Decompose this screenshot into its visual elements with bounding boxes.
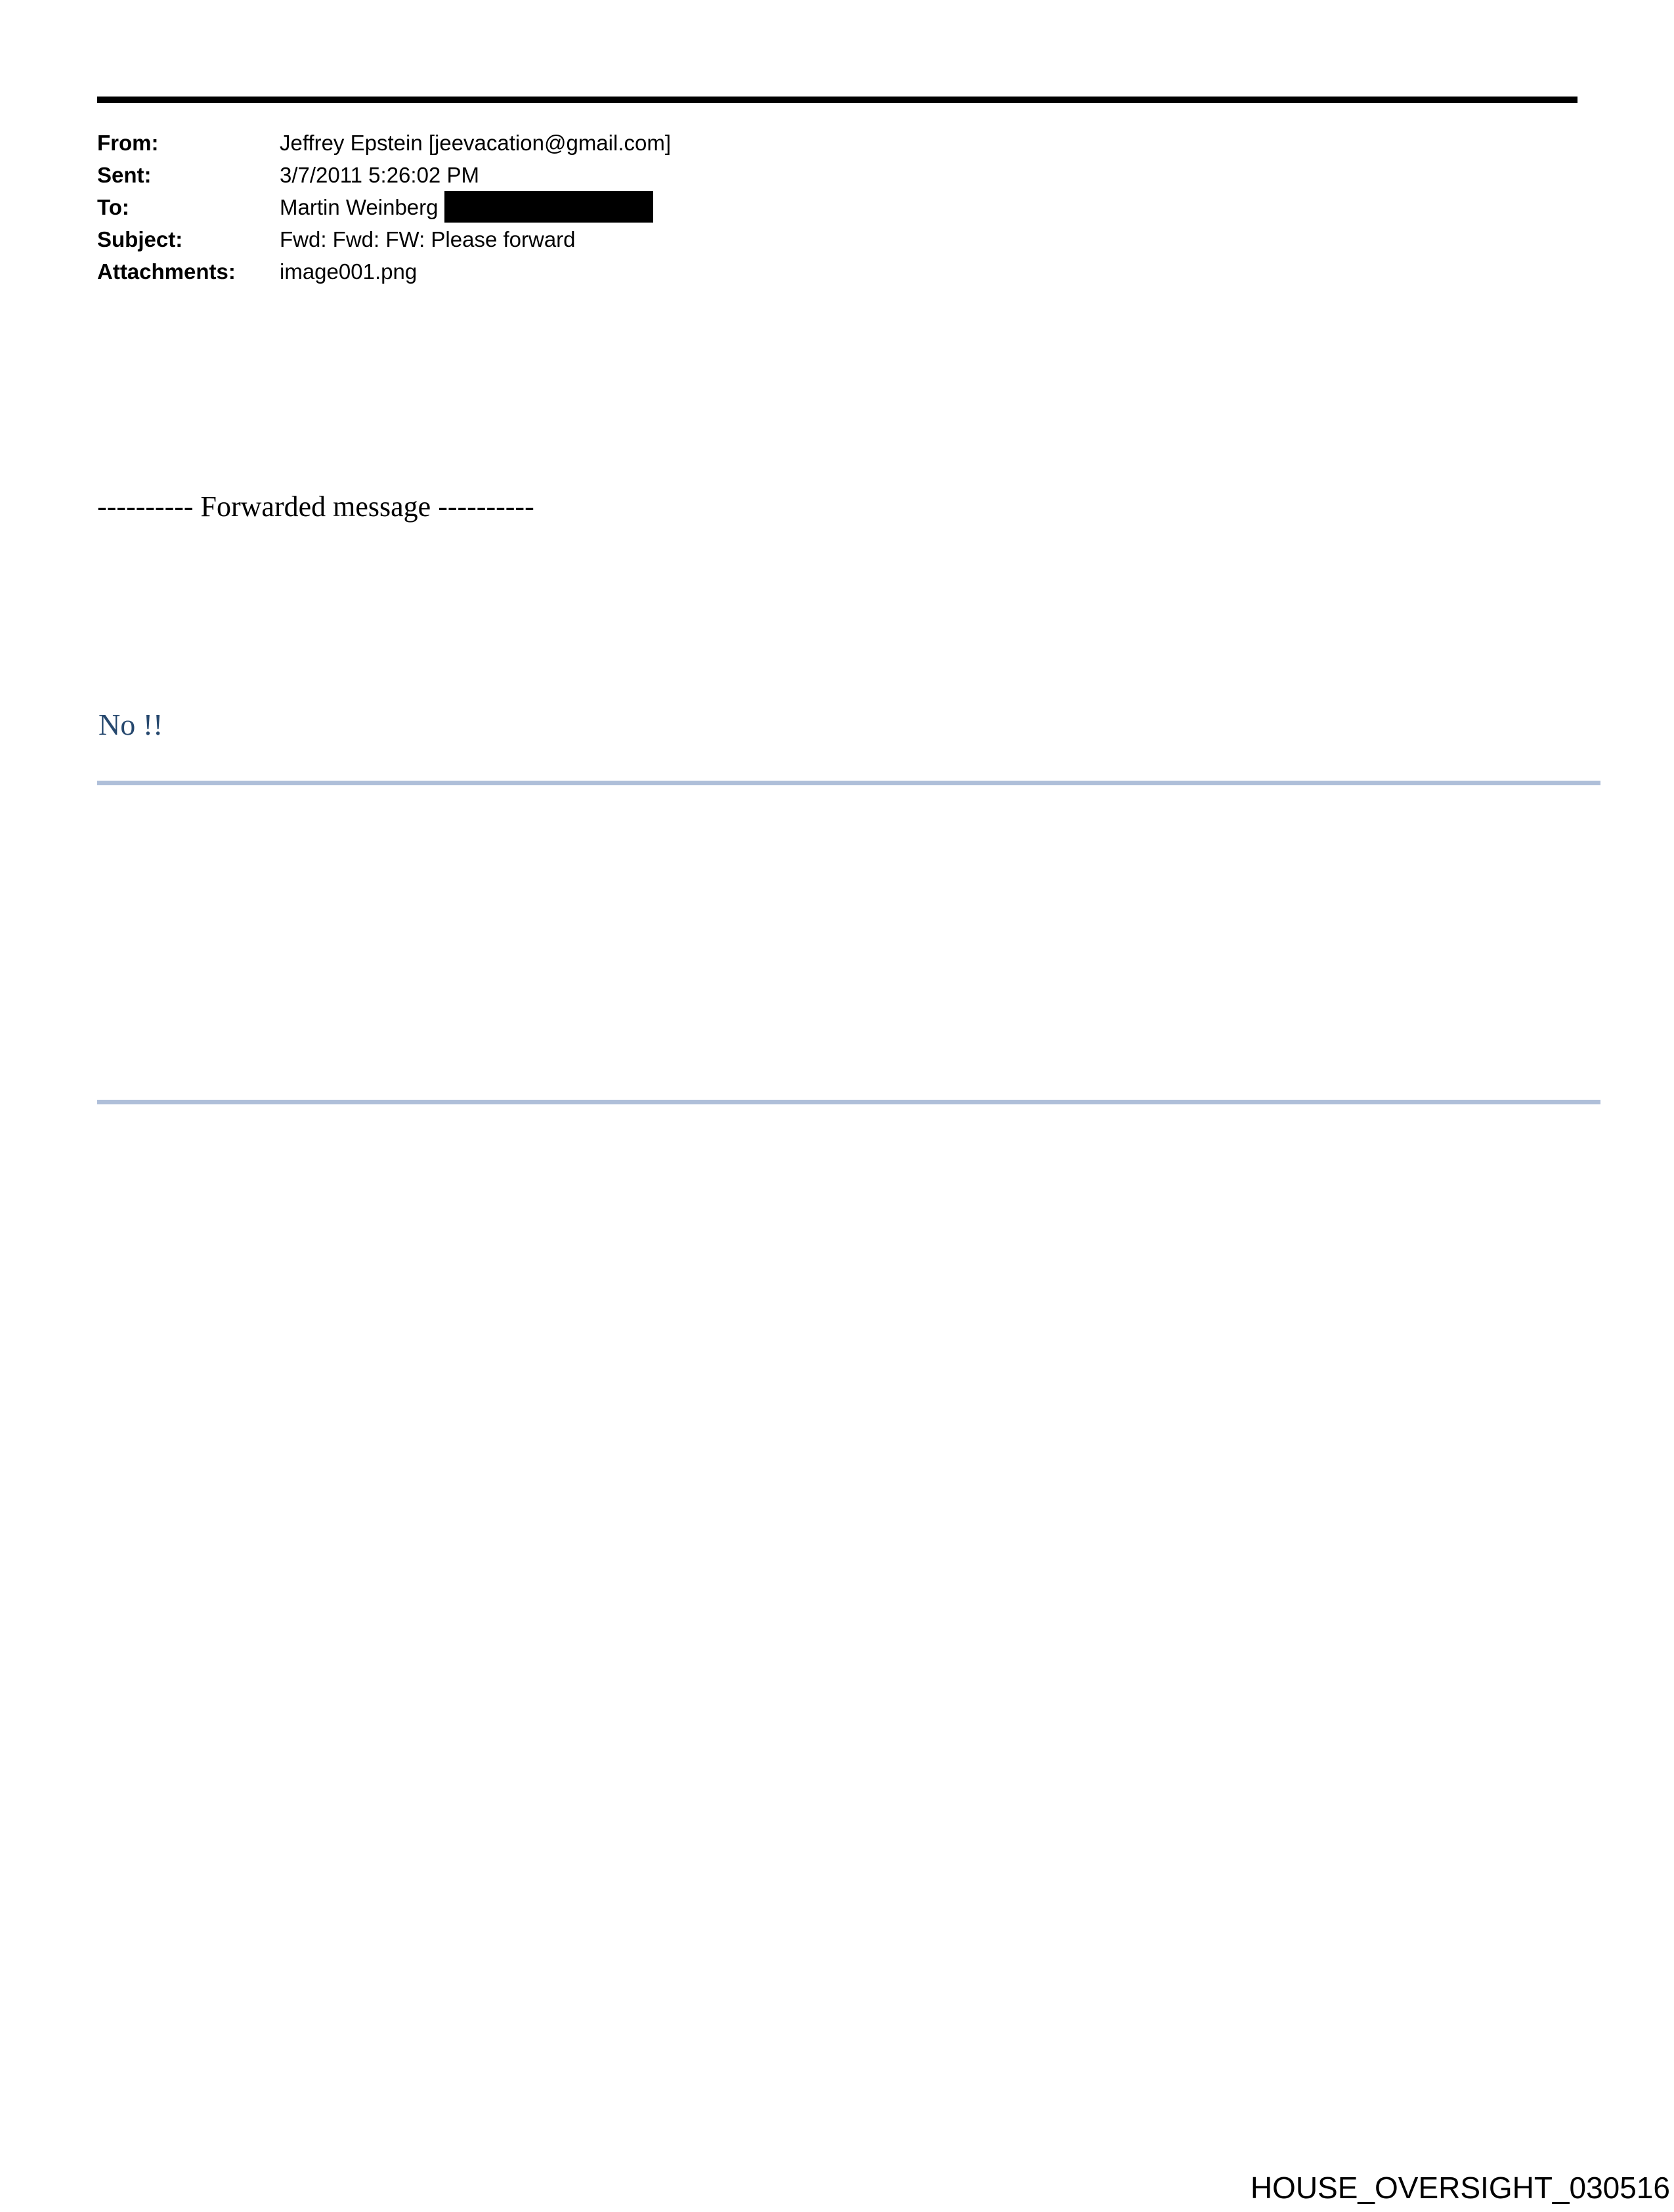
sent-value <box>280 163 479 187</box>
email-body <box>98 1379 1594 1396</box>
header-row-to <box>97 191 671 223</box>
subject-value <box>280 227 576 251</box>
from-value <box>280 131 671 155</box>
bates-number: HOUSE_OVERSIGHT_030516 <box>1250 2171 1670 2205</box>
forwarded-message-divider: ---------- Forwarded message ---------- <box>97 490 534 523</box>
outer-email-header <box>97 127 671 288</box>
section-divider-rule <box>97 1100 1600 1104</box>
redaction-bar <box>444 191 653 223</box>
text-run: Fwd: Fwd: FW: Please forward <box>280 227 576 251</box>
forwarded-to-line <box>97 642 534 681</box>
header-row-subject <box>97 223 671 255</box>
forwarded-from-line <box>97 526 534 565</box>
reply-text-no: No !! <box>98 708 163 741</box>
section-divider-rule <box>97 781 1600 785</box>
top-divider-rule <box>97 97 1577 103</box>
forwarded-message-header <box>97 487 534 681</box>
attachments-value <box>280 259 417 284</box>
header-row-from <box>97 127 671 159</box>
subject-label: Subject: <box>97 227 183 251</box>
attachments-label: Attachments: <box>97 259 236 284</box>
to-value <box>280 195 653 219</box>
from-label: From: <box>97 131 159 155</box>
text-run: Jeffrey Epstein [jeevacation@gmail.com] <box>280 131 671 155</box>
text-run: 3/7/2011 5:26:02 PM <box>280 163 479 187</box>
forwarded-subject-line <box>97 603 534 642</box>
header-row-attachments <box>97 255 671 288</box>
to-label: To: <box>97 195 129 219</box>
sent-label: Sent: <box>97 163 152 187</box>
header-row-sent <box>97 159 671 191</box>
text-run: image001.png <box>280 259 418 284</box>
text-run: Martin Weinberg <box>280 195 444 219</box>
forwarded-date-line <box>97 565 534 603</box>
